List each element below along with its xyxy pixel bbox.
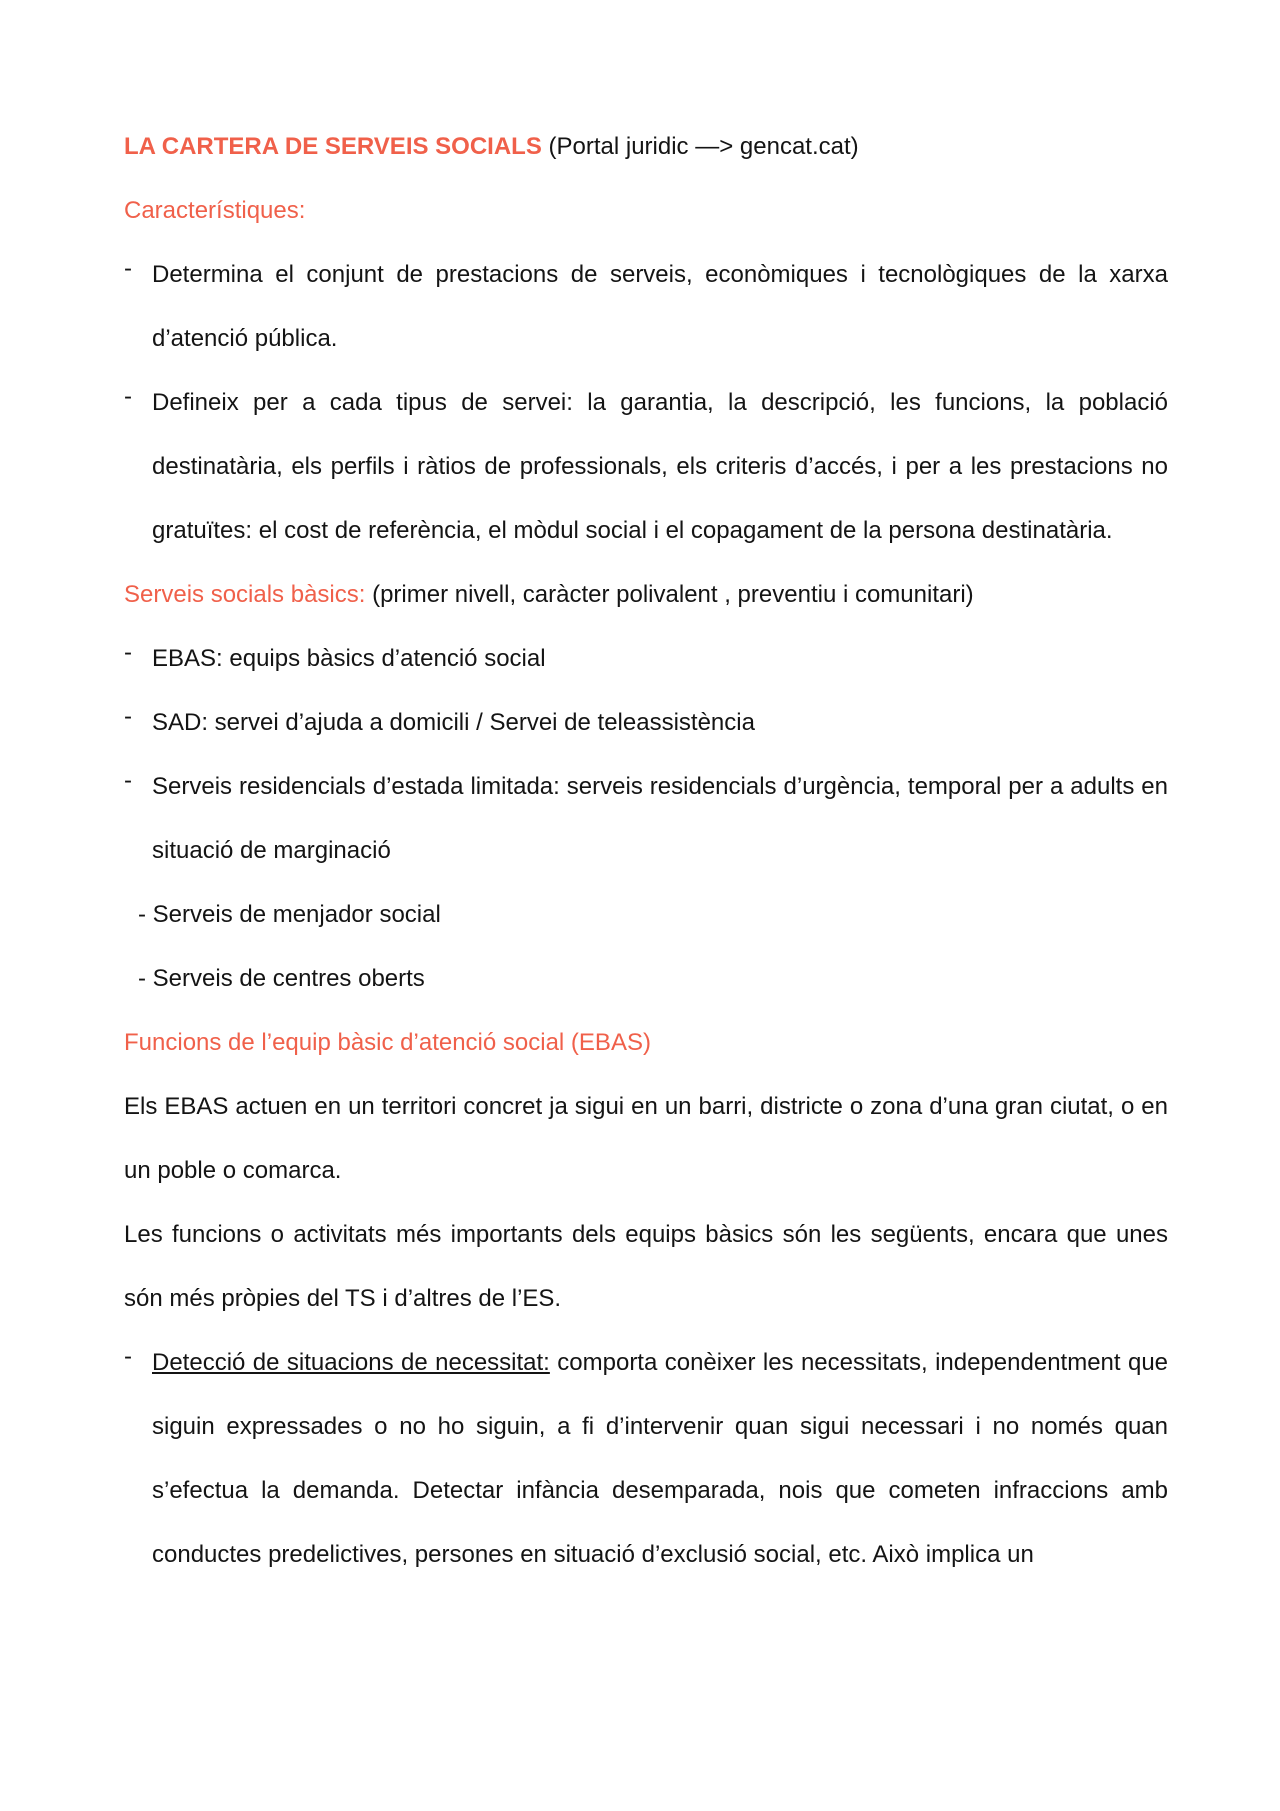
sub-list-item: - Serveis de menjador social [138, 901, 441, 928]
list-item [124, 627, 1168, 691]
list-item [124, 691, 1168, 755]
document-title-suffix: (Portal juridic —> gencat.cat) [548, 133, 859, 160]
list-item-text: SAD: servei d’ajuda a domicili / Servei de teleassistència [152, 709, 755, 736]
list-item-text: Determina el conjunt de prestacions de serveis, econòmiques i tecnològiques de la xarxa d’atenció pública. [152, 261, 1168, 352]
heading-serveis-basics: Serveis socials bàsics: [124, 581, 366, 608]
bullet-dash: - [124, 255, 132, 282]
deteccio-label: Detecció de situacions de necessitat: [152, 1349, 550, 1376]
bullet-dash: - [124, 639, 132, 666]
paragraph-funcions: Les funcions o activitats més importants dels equips bàsics són les següents, encara que unes són més pròpies del TS i d’altres de l’ES. [124, 1221, 1168, 1312]
basics-heading-line [124, 563, 1168, 627]
bullet-dash: - [124, 383, 132, 410]
list-item [124, 1331, 1168, 1587]
list-item [124, 243, 1168, 371]
list-item-text: EBAS: equips bàsics d’atenció social [152, 645, 546, 672]
document-title: LA CARTERA DE SERVEIS SOCIALS [124, 133, 542, 160]
bullet-dash: - [124, 767, 132, 794]
paragraph-territori: Els EBAS actuen en un territori concret ja sigui en un barri, districte o zona d’una gran ciutat, o en un poble o comarca. [124, 1093, 1168, 1184]
document-page [124, 115, 1168, 1587]
heading-funcions-ebas: Funcions de l’equip bàsic d’atenció social (EBAS) [124, 1029, 651, 1056]
deteccio-text: comporta conèixer les necessitats, independentment que siguin expressades o no ho siguin, a fi d’intervenir quan sigui necessari i no només quan s’efectua la demanda. Detectar infància desemparada, nois que cometen infraccions amb conductes predelictives, persones en situació d’exclusió social, etc. Això implica un [152, 1349, 1169, 1568]
list-item [124, 755, 1168, 883]
bullet-dash: - [124, 1343, 132, 1370]
list-item-text: Serveis residencials d’estada limitada: serveis residencials d’urgència, temporal per a adults en situació de marginació [152, 773, 1168, 864]
document-title-line [124, 115, 1168, 179]
list-item-text: Defineix per a cada tipus de servei: la garantia, la descripció, les funcions, la població destinatària, els perfils i ràtios de professionals, els criteris d’accés, i per a les prestacions no gratuïtes: el cost de referència, el mòdul social i el copagament de la persona destinatària. [152, 389, 1168, 544]
basics-note: (primer nivell, caràcter polivalent , preventiu i comunitari) [372, 581, 974, 608]
list-item [124, 371, 1168, 563]
heading-caracteristiques: Característiques: [124, 197, 306, 224]
bullet-dash: - [124, 703, 132, 730]
sub-list-item: - Serveis de centres oberts [138, 965, 425, 992]
